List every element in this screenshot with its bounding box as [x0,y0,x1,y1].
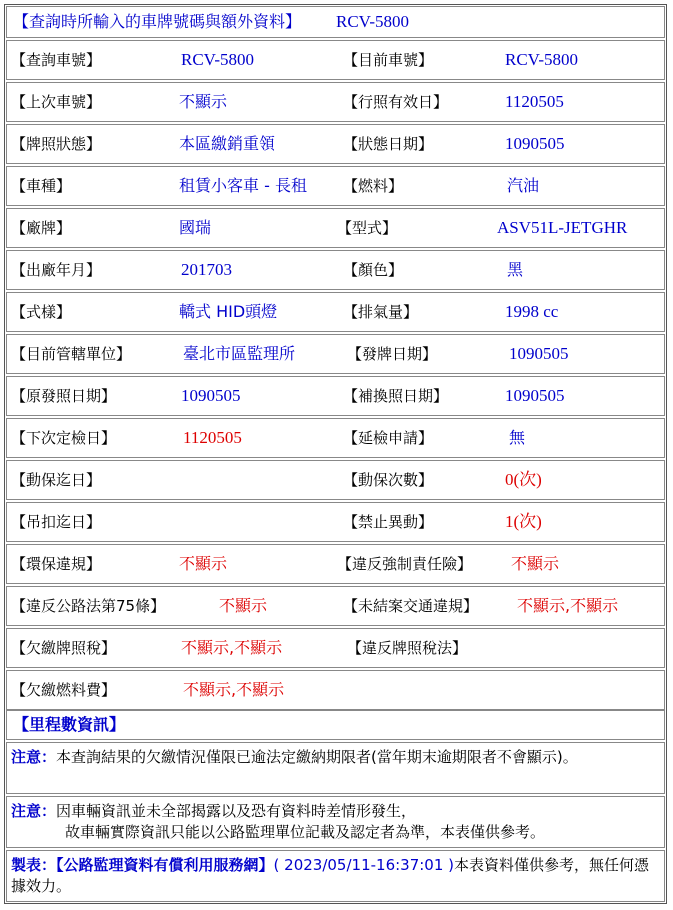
field-value: 國瑞 [179,218,212,237]
mileage-row [6,710,665,740]
field-label: 【行照有效日】 [343,93,449,111]
info-row [6,208,665,248]
info-row [6,376,665,416]
note2-line2: 故車輛實際資訊只能以公路監理單位記載及認定者為準，本表僅供參考。 [65,823,546,841]
info-row [6,502,665,542]
field-value: 租賃小客車 - 長租 [179,176,307,195]
note1-label: 注意： [11,748,57,766]
field-value: RCV-5800 [505,50,579,69]
field-label: 【目前車號】 [343,51,434,69]
field-value: 不顯示 [219,596,268,615]
field-value: ASV51L-JETGHR [497,218,628,237]
field-label: 【違反公路法第75條】 [11,597,166,615]
field-label: 【排氣量】 [343,303,419,321]
field-value: 0(次) [505,470,542,489]
note2-label: 注意： [11,802,57,820]
field-label: 【顏色】 [343,261,404,279]
header-row [6,6,665,38]
field-value: 1090505 [505,134,565,153]
field-label: 【違反強制責任險】 [337,555,473,573]
footer-label: 製表： [11,856,57,874]
field-label: 【補換照日期】 [343,387,449,405]
field-label: 【上次車號】 [11,93,102,111]
field-value: 黑 [507,260,524,279]
field-value: 1(次) [505,512,542,531]
note2 [11,801,656,843]
field-label: 【車種】 [11,177,72,195]
info-row [6,418,665,458]
field-label: 【牌照狀態】 [11,135,102,153]
field-label: 【欠繳牌照稅】 [11,639,117,657]
mileage-title: 【里程數資訊】 [13,715,126,734]
note2-row [6,796,665,848]
field-value: 汽油 [507,176,540,195]
info-row [6,334,665,374]
field-value: 不顯示 [179,92,228,111]
footer [11,855,656,897]
field-value: 不顯示 [511,554,560,573]
field-value: 不顯示,不顯示 [183,680,285,699]
note2-line1: 因車輛資訊並未全部揭露以及恐有資料時差情形發生， [56,802,417,820]
field-label: 【違反牌照稅法】 [347,639,468,657]
field-value: 1090505 [505,386,565,405]
info-row [6,82,665,122]
field-label: 【發牌日期】 [347,345,438,363]
header-title: 【查詢時所輸入的車牌號碼與額外資料】 [13,12,302,31]
field-value: RCV-5800 [181,50,255,69]
info-row [6,544,665,584]
info-row [6,670,665,710]
footer-source: 【公路監理資料有償利用服務網】 [56,856,274,874]
note1-text: 本查詢結果的欠繳情況僅限已逾法定繳納期限者(當年期末逾期限者不會顯示)。 [56,748,578,766]
info-row [6,166,665,206]
field-value: 不顯示,不顯示 [181,638,283,657]
info-row [6,250,665,290]
field-value: 1090505 [181,386,241,405]
note1-row [6,742,665,794]
footer-row [6,850,665,902]
field-label: 【原發照日期】 [11,387,117,405]
info-row [6,586,665,626]
info-row [6,292,665,332]
info-row [6,40,665,80]
info-row [6,124,665,164]
field-label: 【目前管轄單位】 [11,345,132,363]
field-label: 【禁止異動】 [343,513,434,531]
field-label: 【吊扣迄日】 [11,513,102,531]
field-label: 【動保次數】 [343,471,434,489]
field-value: 不顯示 [179,554,228,573]
field-value: 無 [509,428,526,447]
field-label: 【出廠年月】 [11,261,102,279]
info-row [6,460,665,500]
field-label: 【型式】 [337,219,398,237]
field-label: 【未結案交通違規】 [343,597,479,615]
field-value: 1998 cc [505,302,559,321]
field-value: 不顯示,不顯示 [517,596,619,615]
field-label: 【下次定檢日】 [11,429,117,447]
header-plate: RCV-5800 [336,12,410,31]
footer-timestamp: ( 2023/05/11-16:37:01 ) [273,856,455,874]
field-value: 本區繳銷重領 [179,134,276,153]
field-value: 1120505 [183,428,242,447]
field-label: 【欠繳燃料費】 [11,681,117,699]
field-label: 【燃料】 [343,177,404,195]
field-label: 【環保違規】 [11,555,102,573]
info-row [6,628,665,668]
footer-text: 本表資料僅供參考，無任何憑據效力。 [11,856,650,895]
field-label: 【廠牌】 [11,219,72,237]
field-label: 【狀態日期】 [343,135,434,153]
field-label: 【式樣】 [11,303,72,321]
field-value: 臺北市區監理所 [183,344,296,363]
field-label: 【延檢申請】 [343,429,434,447]
field-label: 【動保迄日】 [11,471,102,489]
field-label: 【查詢車號】 [11,51,102,69]
note1 [11,747,651,768]
field-value: 1090505 [509,344,569,363]
field-value: 201703 [181,260,232,279]
field-value: 1120505 [505,92,564,111]
field-value: 轎式 HID頭燈 [179,302,278,321]
